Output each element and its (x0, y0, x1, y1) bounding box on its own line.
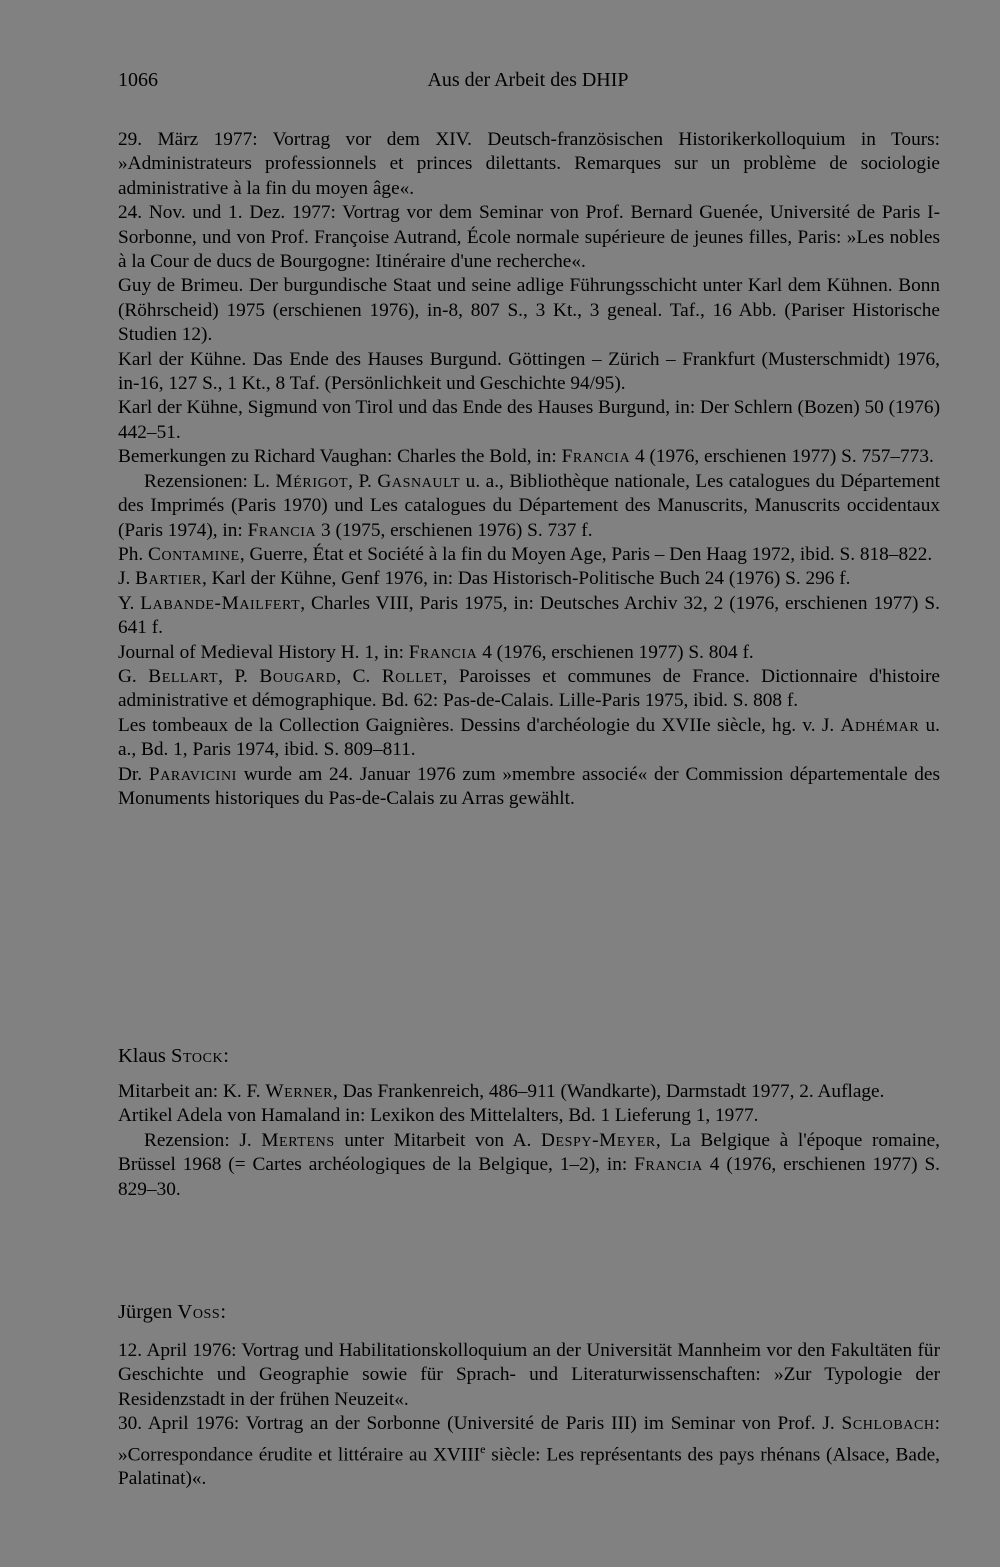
author-name: Bellart (148, 665, 219, 687)
author-name: Mérigot (275, 470, 349, 492)
journal-name: Francia (561, 446, 631, 468)
journal-name: Francia (634, 1154, 703, 1176)
author-name: Labande-Mailfert (140, 592, 301, 614)
entry: Karl der Kühne. Das Ende des Hauses Burgund. Göttingen – Zürich – Frankfurt (Musterschmidt) 1976, in-16, 127 S., 1 Kt., 8 Taf. (Persönlichkeit und Geschichte 94/95). (118, 348, 940, 395)
running-title: Aus der Arbeit des DHIP (427, 69, 629, 91)
section-publications-3 (118, 1339, 940, 1492)
entry: 29. März 1977: Vortrag vor dem XIV. Deutsch-französischen Historikerkolloquium in Tours: »Administrateurs professionnels et princes dilettants. Remarques sur un problème de sociologie administrative à la fin du moyen âge«. (118, 129, 940, 199)
author-name: Contamine (148, 543, 240, 565)
entry: Karl der Kühne, Sigmund von Tirol und das Ende des Hauses Burgund, in: Der Schlern (Bozen) 50 (1976) 442–51. (118, 397, 940, 443)
author-name: Bartier (135, 568, 202, 590)
section-heading-voss: Jürgen Voss: (118, 1301, 227, 1323)
entry: Rezension: J. Mertens unter Mitarbeit von A. Despy-Meyer, La Belgique à l'époque romaine, Brüssel 1968 (= Cartes archéologiques de la Belgique, 1–2), in: Francia 4 (1976, erschienen 1977) S. 829–30. (118, 1129, 940, 1200)
section-publications-1 (118, 128, 940, 811)
entry: Dr. Paravicini wurde am 24. Januar 1976 zum »membre associé« der Commission départementale des Monuments historiques du Pas-de-Calais zu Arras gewählt. (118, 763, 940, 809)
section-publications-2 (118, 1080, 940, 1202)
entry: G. Bellart, P. Bougard, C. Rollet, Paroisses et communes de France. Dictionnaire d'histoire administrative et démographique. Bd. 62: Pas-de-Calais. Lille-Paris 1975, ibid. S. 808 f. (118, 665, 940, 712)
entry: Artikel Adela von Hamaland in: Lexikon des Mittelalters, Bd. 1 Lieferung 1, 1977. (118, 1105, 759, 1127)
entry: 24. Nov. und 1. Dez. 1977: Vortrag vor dem Seminar von Prof. Bernard Guenée, Université de Paris I-Sorbonne, und von Prof. Françoise Autrand, École normale supérieure de jeunes filles, Paris: »Les nobles à la Cour de ducs de Bourgogne: Itinéraire d'une recherche«. (118, 202, 940, 273)
journal-name: Francia (247, 519, 317, 541)
entry: Mitarbeit an: K. F. Werner, Das Frankenreich, 486–911 (Wandkarte), Darmstadt 1977, 2. Auflage. (118, 1081, 885, 1102)
entry: Les tombeaux de la Collection Gaignières. Dessins d'archéologie du XVIIe siècle, hg. v. J. Adhémar u. a., Bd. 1, Paris 1974, ibid. S. 809–811. (118, 714, 941, 761)
author-name: Bougard (259, 665, 337, 687)
entry: J. Bartier, Karl der Kühne, Genf 1976, in: Das Historisch-Politische Buch 24 (1976) S. 296 f. (118, 568, 851, 590)
author-name: Despy-Meyer (540, 1129, 656, 1151)
author-name: Paravicini (148, 763, 237, 785)
entry: 30. April 1976: Vortrag an der Sorbonne (Université de Paris III) im Seminar von Prof. J. Schlobach: »Correspondance érudite et littéraire au XVIIIe siècle: Les représentants des pays rhénans (Alsace, Bade, Palatinat)«. (118, 1413, 940, 1490)
superscript: e (480, 1441, 486, 1456)
section-heading-stock: Klaus Stock: (118, 1045, 229, 1067)
entry: Guy de Brimeu. Der burgundische Staat und seine adlige Führungsschicht unter Karl dem Kühnen. Bonn (Röhrscheid) 1975 (erschienen 1976), in-8, 807 S., 3 Kt., 3 geneal. Taf., 16 Abb. (Pariser Historische Studien 12). (118, 275, 940, 346)
page-number: 1066 (118, 69, 158, 91)
author-name: Gasnault (377, 470, 461, 492)
author-name: Schlobach (841, 1413, 935, 1435)
author-name: Rollet (381, 665, 443, 687)
author-name: Adhémar (840, 714, 920, 736)
entry: 12. April 1976: Vortrag und Habilitationskolloquium an der Universität Mannheim vor den Fakultäten für Geschichte und Geographie sowie für Sprach- und Literaturwissenschaften: »Zur Typologie der Residenzstadt in der frühen Neuzeit«. (118, 1340, 940, 1410)
entry: Journal of Medieval History H. 1, in: Francia 4 (1976, erschienen 1977) S. 804 f. (118, 641, 754, 663)
entry: Bemerkungen zu Richard Vaughan: Charles the Bold, in: Francia 4 (1976, erschienen 1977) S. 757–773. (118, 446, 934, 468)
entry: Rezensionen: L. Mérigot, P. Gasnault u. a., Bibliothèque nationale, Les catalogues du Département des Imprimés (Paris 1970) und Les catalogues du Département des Manuscrits, Manuscrits occidentaux (Paris 1974), in: Francia 3 (1975, erschienen 1976) S. 737 f. (118, 470, 940, 541)
entry: Y. Labande-Mailfert, Charles VIII, Paris 1975, in: Deutsches Archiv 32, 2 (1976, erschienen 1977) S. 641 f. (118, 592, 940, 639)
author-name: Mertens (261, 1129, 335, 1151)
author-name: Werner (265, 1081, 334, 1102)
running-header (118, 69, 938, 99)
entry: Ph. Contamine, Guerre, État et Société à la fin du Moyen Age, Paris – Den Haag 1972, ibid. S. 818–822. (118, 543, 933, 565)
journal-name: Francia (408, 641, 478, 663)
